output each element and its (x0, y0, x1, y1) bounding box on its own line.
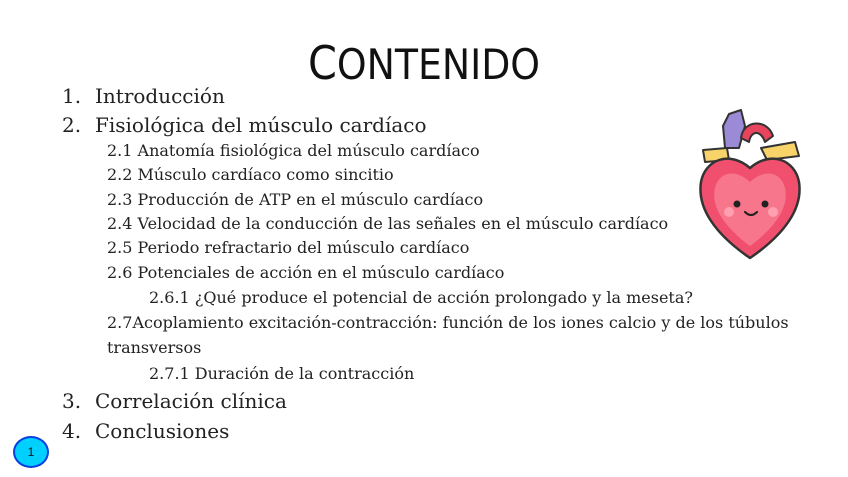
toc-number: 2. (62, 113, 82, 137)
toc-subitem-2-6-1[interactable]: 2.6.1 ¿Qué produce el potencial de acción prolongado y la meseta? (149, 288, 693, 307)
toc-label: Fisiológica del músculo cardíaco (95, 113, 427, 137)
title-initial: C (307, 36, 337, 90)
toc-subitem-2-7[interactable]: 2.7Acoplamiento excitación-contracción: función de los iones calcio y de los túbulos transversos (107, 313, 789, 357)
toc-subitem-2-6[interactable]: 2.6 Potenciales de acción en el músculo cardíaco (107, 263, 505, 282)
toc-label: Correlación clínica (95, 389, 287, 413)
toc-subitem-2-7-1[interactable]: 2.7.1 Duración de la contracción (149, 364, 415, 383)
toc-number: 1. (62, 84, 82, 108)
toc-item-1[interactable] (62, 83, 225, 109)
toc-subitem-2-4[interactable]: 2.4 Velocidad de la conducción de las señales en el músculo cardíaco (107, 214, 669, 233)
toc-item-4[interactable] (62, 418, 229, 444)
title-rest: ONTENIDO (336, 40, 541, 89)
toc-subitem-2-2[interactable]: 2.2 Músculo cardíaco como sincitio (107, 165, 394, 184)
heart-illustration-icon (695, 108, 805, 263)
toc-number: 3. (62, 389, 82, 413)
toc-label: Conclusiones (95, 419, 230, 443)
toc-label: Introducción (95, 84, 225, 108)
toc-subitem-2-5[interactable]: 2.5 Periodo refractario del músculo cardíaco (107, 238, 470, 257)
toc-item-2[interactable] (62, 112, 427, 138)
toc-number: 4. (62, 419, 82, 443)
toc-subitem-2-1[interactable]: 2.1 Anatomía fisiológica del músculo cardíaco (107, 141, 480, 160)
toc-item-3[interactable] (62, 388, 287, 414)
toc-subitem-2-3[interactable]: 2.3 Producción de ATP en el músculo cardíaco (107, 190, 484, 209)
page-number-badge: 1 (13, 436, 49, 468)
